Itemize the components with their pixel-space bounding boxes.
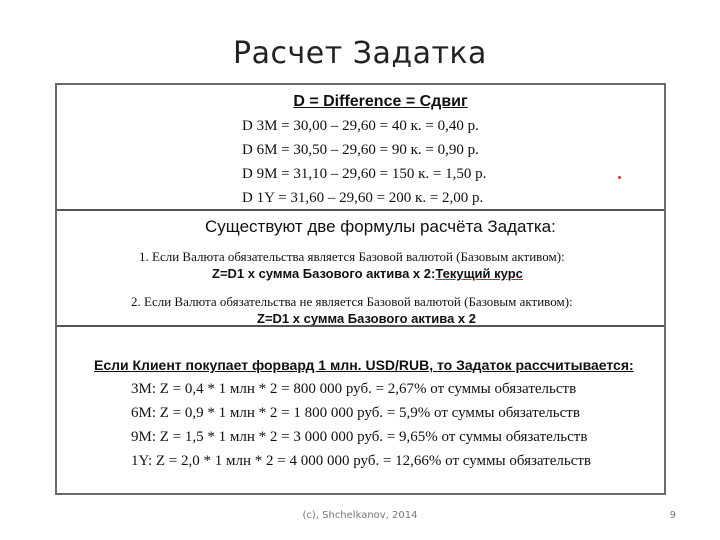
formula-1-condition: 1. Если Валюта обязательства является Базовой валютой (Базовым активом): [139,249,565,264]
formulas-title: Существуют две формулы расчёта Задатка: [205,217,556,236]
formulas-section [57,211,664,325]
example-row-3m: 3M: Z = 0,4 * 1 млн * 2 = 800 000 руб. = 2,67% от суммы обязательств [131,381,577,397]
example-section [57,327,664,495]
example-row-9m: 9M: Z = 1,5 * 1 млн * 2 = 3 000 000 руб. = 9,65% от суммы обязательств [131,429,588,445]
difference-section [57,85,664,211]
difference-row-1y: D 1Y = 31,60 – 29,60 = 200 к. = 2,00 р. [242,190,484,206]
slide-title: Расчет Задатка [233,36,487,71]
difference-row-3m: D 3M = 30,00 – 29,60 = 40 к. = 0,40 р. [242,118,479,134]
formula-2-condition: 2. Если Валюта обязательства не является Базовой валютой (Базовым активом): [131,294,573,309]
difference-row-9m: D 9M = 31,10 – 29,60 = 150 к. = 1,50 р. [242,166,487,182]
formula-1 [212,266,523,281]
formula-1-underlined-text: Текущий курс [435,266,523,281]
example-row-6m: 6M: Z = 0,9 * 1 млн * 2 = 1 800 000 руб. = 5,9% от суммы обязательств [131,405,580,421]
difference-row-6m: D 6M = 30,50 – 29,60 = 90 к. = 0,90 р. [242,142,479,158]
example-row-1y: 1Y: Z = 2,0 * 1 млн * 2 = 4 000 000 руб. = 12,66% от суммы обязательств [131,453,592,469]
page-number: 9 [669,510,676,521]
formula-1-text: Z=D1 x сумма Базового актива x 2: [212,266,436,281]
scan-speck [618,176,621,179]
formula-2: Z=D1 x сумма Базового актива x 2 [257,311,476,326]
scanned-document [55,83,666,495]
example-header: Если Клиент покупает форвард 1 млн. USD/RUB, то Задаток рассчитывается: [94,357,634,373]
difference-header: D = Difference = Сдвиг [293,93,468,110]
footer-credit: (c), Shchelkanov, 2014 [302,510,418,521]
